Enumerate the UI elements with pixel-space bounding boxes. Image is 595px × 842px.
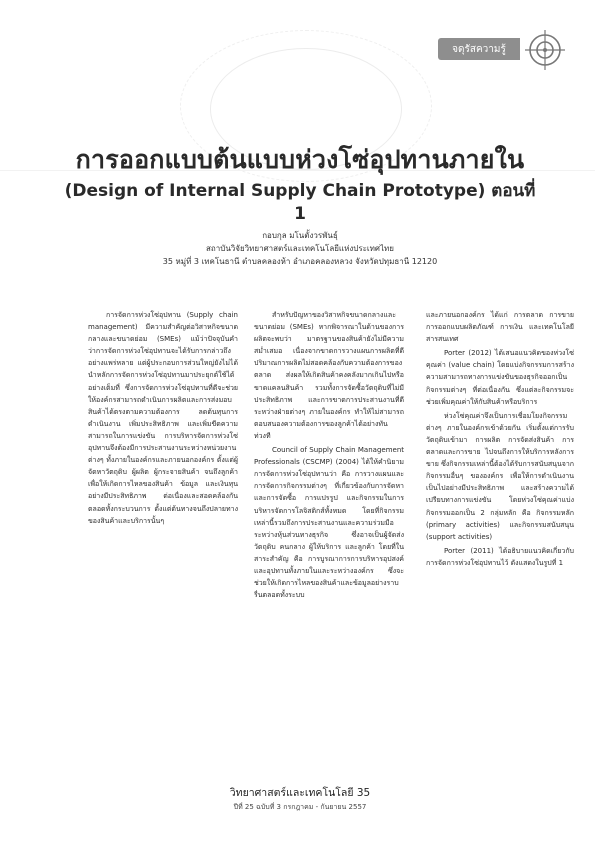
issue-info: ปีที่ 25 ฉบับที่ 3 กรกฎาคม - กันยายน 2557 bbox=[233, 803, 367, 811]
paragraph: ห่วงโซ่คุณค่าจึงเป็นการเชื่อมโยงกิจกรรมต่างๆ ภายในองค์กรเข้าด้วยกัน เริ่มตั้งแต่การรับวัตถุดิบเข้ามา การผลิต การจัดส่งสินค้า การตลาดและการขาย ไปจนถึงการให้บริการหลังการขาย ซึ่งกิจกรรมเหล่านี้ต้องได้รับการสนับสนุนจากกิจกรรมอื่นๆ ขององค์กร เพื่อให้การดำเนินงานเป็นไปอย่างมีประสิทธิภาพ และสร้างความได้เปรียบทางการแข่งขัน โดยห่วงโซ่คุณค่าแบ่งกิจกรรมออกเป็น 2 กลุ่มหลัก คือ กิจกรรมหลัก (primary activities) และกิจกรรมสนับสนุน (support activities) bbox=[426, 411, 574, 541]
article-title-thai: การออกแบบต้นแบบห่วงโซ่อุปทานภายใน bbox=[75, 145, 525, 174]
target-icon bbox=[525, 30, 565, 70]
author-affiliation: สถาบันวิจัยวิทยาศาสตร์และเทคโนโลยีแห่งประเทศไทย bbox=[206, 244, 394, 253]
paragraph: และภายนอกองค์กร ได้แก่ การตลาด การขาย การออกแบบผลิตภัณฑ์ การเงิน และเทคโนโลยีสารสนเทศ bbox=[426, 311, 574, 344]
page-footer bbox=[200, 784, 400, 813]
body-column-3 bbox=[426, 309, 574, 779]
author-address: 35 หมู่ที่ 3 เทคโนธานี ตำบลคลองห้า อำเภอคลองหลวง จังหวัดปทุมธานี 12120 bbox=[162, 257, 438, 266]
article-title-english: (Design of Internal Supply Chain Prototype) ตอนที่ 1 bbox=[64, 181, 536, 224]
section-tag: จดุรัสความรู้ bbox=[438, 38, 520, 60]
paragraph: Porter (2011) ได้อธิบายแนวคิดเกี่ยวกับการจัดการห่วงโซ่อุปทานไว้ ดังแสดงในรูปที่ 1 bbox=[426, 546, 574, 567]
body-column-2 bbox=[254, 309, 404, 779]
author-name: กอบกุล มโนตั้งวรพันธุ์ bbox=[262, 231, 338, 240]
paragraph: การจัดการห่วงโซ่อุปทาน (Supply chain management) มีความสำคัญต่อวิสาหกิจขนาดกลางและขนาดย่อม (SMEs) แม้ว่าปัจจุบันคำว่าการจัดการห่วงโซ่อุปทานจะได้รับการกล่าวถึงอย่างแพร่หลาย แต่ผู้ประกอบการส่วนใหญ่ยังไม่ได้นำหลักการจัดการห่วงโซ่อุปทานมาประยุกต์ใช้ได้อย่างเต็มที่ ซึ่งการจัดการห่วงโซ่อุปทานที่ดีจะช่วยให้องค์กรสามารถดำเนินการผลิตและการส่งมอบสินค้าได้ตรงตามความต้องการ ลดต้นทุนการดำเนินงาน เพิ่มประสิทธิภาพ และเพิ่มขีดความสามารถในการแข่งขัน การบริหารจัดการห่วงโซ่อุปทานจึงต้องมีการประสานงานระหว่างหน่วยงานต่างๆ ทั้งภายในองค์กรและภายนอกองค์กร ตั้งแต่ผู้จัดหาวัตถุดิบ ผู้ผลิต ผู้กระจายสินค้า จนถึงลูกค้า เพื่อให้เกิดการไหลของสินค้า ข้อมูล และเงินทุนอย่างมีประสิทธิภาพ ต่อเนื่องและสอดคล้องกันตลอดทั้งกระบวนการ ตั้งแต่ต้นทางจนถึงปลายทางของสินค้าและบริการนั้นๆ bbox=[88, 311, 238, 525]
paragraph: Council of Supply Chain Management Professionals (CSCMP) (2004) ได้ให้คำนิยาม การจัดการห่วงโซ่อุปทานว่า คือ การวางแผนและการจัดการกิจกรรมต่างๆ ที่เกี่ยวข้องกับการจัดหาและการจัดซื้อ การแปรรูป และกิจกรรมในการบริหารจัดการโลจิสติกส์ทั้งหมด โดยที่กิจกรรมเหล่านี้รวมถึงการประสานงานและความร่วมมือระหว่างหุ้นส่วนทางธุรกิจ ซึ่งอาจเป็นผู้จัดส่งวัตถุดิบ คนกลาง ผู้ให้บริการ และลูกค้า โดยที่ในสาระสำคัญ คือ การบูรณาการการบริหารอุปสงค์และอุปทานทั้งภายในและระหว่างองค์กร ซึ่งจะช่วยให้เกิดการไหลของสินค้าและข้อมูลอย่างราบรื่นตลอดทั้งระบบ bbox=[254, 446, 404, 600]
author-block bbox=[90, 229, 510, 268]
paragraph: Porter (2012) ได้เสนอแนวคิดของห่วงโซ่คุณค่า (value chain) โดยแบ่งกิจกรรมการสร้างความสามารถทางการแข่งขันของธุรกิจออกเป็นกิจกรรมต่างๆ ที่ต่อเนื่องกัน ซึ่งแต่ละกิจกรรมจะช่วยเพิ่มคุณค่าให้กับสินค้าหรือบริการ bbox=[426, 349, 574, 406]
journal-name: วิทยาศาสตร์และเทคโนโลยี 35 bbox=[229, 787, 371, 799]
paragraph: สำหรับปัญหาของวิสาหกิจขนาดกลางและขนาดย่อม (SMEs) หากพิจารณาในด้านของการผลิตจะพบว่า มาตรฐานของสินค้ายังไม่มีความสม่ำเสมอ เนื่องจากขาดการวางแผนการผลิตที่ดี ปริมาณการผลิตไม่สอดคล้องกับความต้องการของตลาด ส่งผลให้เกิดสินค้าคงคลังมากเกินไปหรือขาดแคลนสินค้า รวมทั้งการจัดซื้อวัตถุดิบที่ไม่มีประสิทธิภาพ และการขาดการประสานงานที่ดีระหว่างฝ่ายต่างๆ ภายในองค์กร ทำให้ไม่สามารถตอบสนองความต้องการของลูกค้าได้อย่างทันท่วงที bbox=[254, 311, 404, 440]
body-column-1 bbox=[88, 309, 238, 779]
